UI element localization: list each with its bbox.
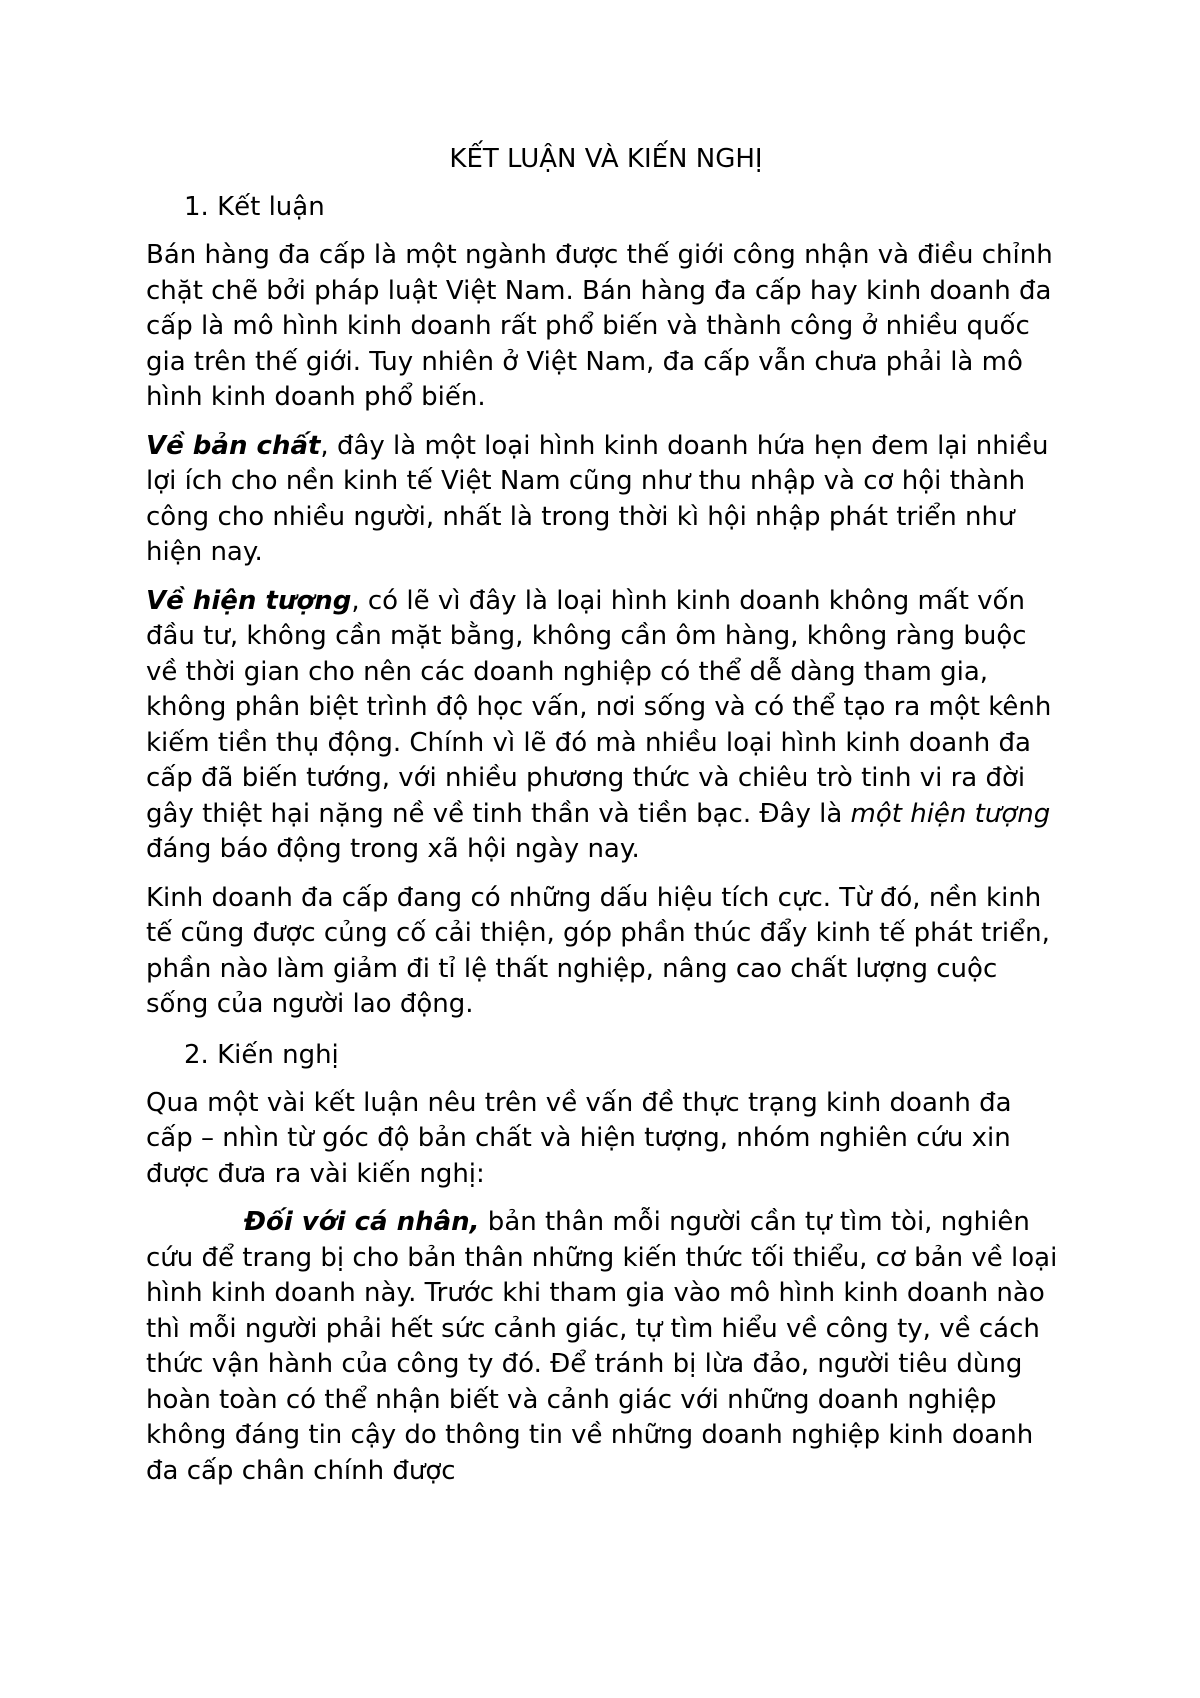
paragraph-recommendations-intro: Qua một vài kết luận nêu trên về vấn đề thực trạng kinh doanh đa cấp – nhìn từ góc độ bản chất và hiện tượng, nhóm nghiên cứu xin được đưa ra vài kiến nghị: (146, 1087, 1012, 1189)
paragraph-phenomenon (146, 584, 1066, 868)
paragraph-intro: Bán hàng đa cấp là một ngành được thế giới công nhận và điều chỉnh chặt chẽ bởi pháp luật Việt Nam. Bán hàng đa cấp hay kinh doanh đa cấp là mô hình kinh doanh rất phổ biến và thành công ở nhiều quốc gia trên thế giới. Tuy nhiên ở Việt Nam, đa cấp vẫn chưa phải là mô hình kinh doanh phổ biến. (146, 240, 1053, 412)
paragraph-phenomenon-end: đáng báo động trong xã hội ngày nay. (146, 834, 640, 864)
paragraph-nature (146, 429, 1066, 571)
document-title: KẾT LUẬN VÀ KIẾN NGHỊ (449, 144, 763, 174)
paragraph-individual-text: bản thân mỗi người cần tự tìm tòi, nghiên cứu để trang bị cho bản thân những kiến thức tối thiểu, cơ bản về loại hình kinh doanh này. Trước khi tham gia vào mô hình kinh doanh nào thì mỗi người phải hết sức cảnh giác, tự tìm hiểu về công ty, về cách thức vận hành của công ty đó. Để tránh bị lừa đảo, người tiêu dùng hoàn toàn có thể nhận biết và cảnh giác với những doanh nghiệp không đáng tin cậy do thông tin về những doanh nghiệp kinh doanh đa cấp chân chính được (146, 1207, 1058, 1486)
section-heading-recommendations: 2. Kiến nghị (184, 1039, 339, 1070)
paragraph-nature-text: , đây là một loại hình kinh doanh hứa hẹn đem lại nhiều lợi ích cho nền kinh tế Việt Nam cũng như thu nhập và cơ hội thành công cho nhiều người, nhất là trong thời kì hội nhập phát triển như hiện nay. (146, 430, 1049, 567)
emphasis-individual: Đối với cá nhân, (244, 1207, 480, 1237)
paragraph-phenomenon-text: , có lẽ vì đây là loại hình kinh doanh không mất vốn đầu tư, không cần mặt bằng, không cần ôm hàng, không ràng buộc về thời gian cho nên các doanh nghiệp có thể dễ dàng tham gia, không phân biệt trình độ học vấn, nơi sống và có thể tạo ra một kênh kiếm tiền thụ động. Chính vì lẽ đó mà nhiều loại hình kinh doanh đa cấp đã biến tướng, với nhiều phương thức và chiêu trò tinh vi ra đời gây thiệt hại nặng nề về tinh thần và tiền bạc. Đây là (146, 585, 1052, 829)
paragraph-positive-signs: Kinh doanh đa cấp đang có những dấu hiệu tích cực. Từ đó, nền kinh tế cũng được củng cố cải thiện, góp phần thúc đẩy kinh tế phát triển, phần nào làm giảm đi tỉ lệ thất nghiệp, nâng cao chất lượng cuộc sống của người lao động. (146, 882, 1050, 1019)
emphasis-phenomenon: Về hiện tượng (146, 585, 352, 616)
emphasis-nature: Về bản chất (146, 430, 321, 461)
section-heading-conclusion: 1. Kết luận (184, 192, 325, 222)
paragraph-individual (146, 1205, 1066, 1489)
document-page (146, 140, 1066, 1502)
emphasis-italic-phenomenon: một hiện tượng (850, 798, 1051, 829)
